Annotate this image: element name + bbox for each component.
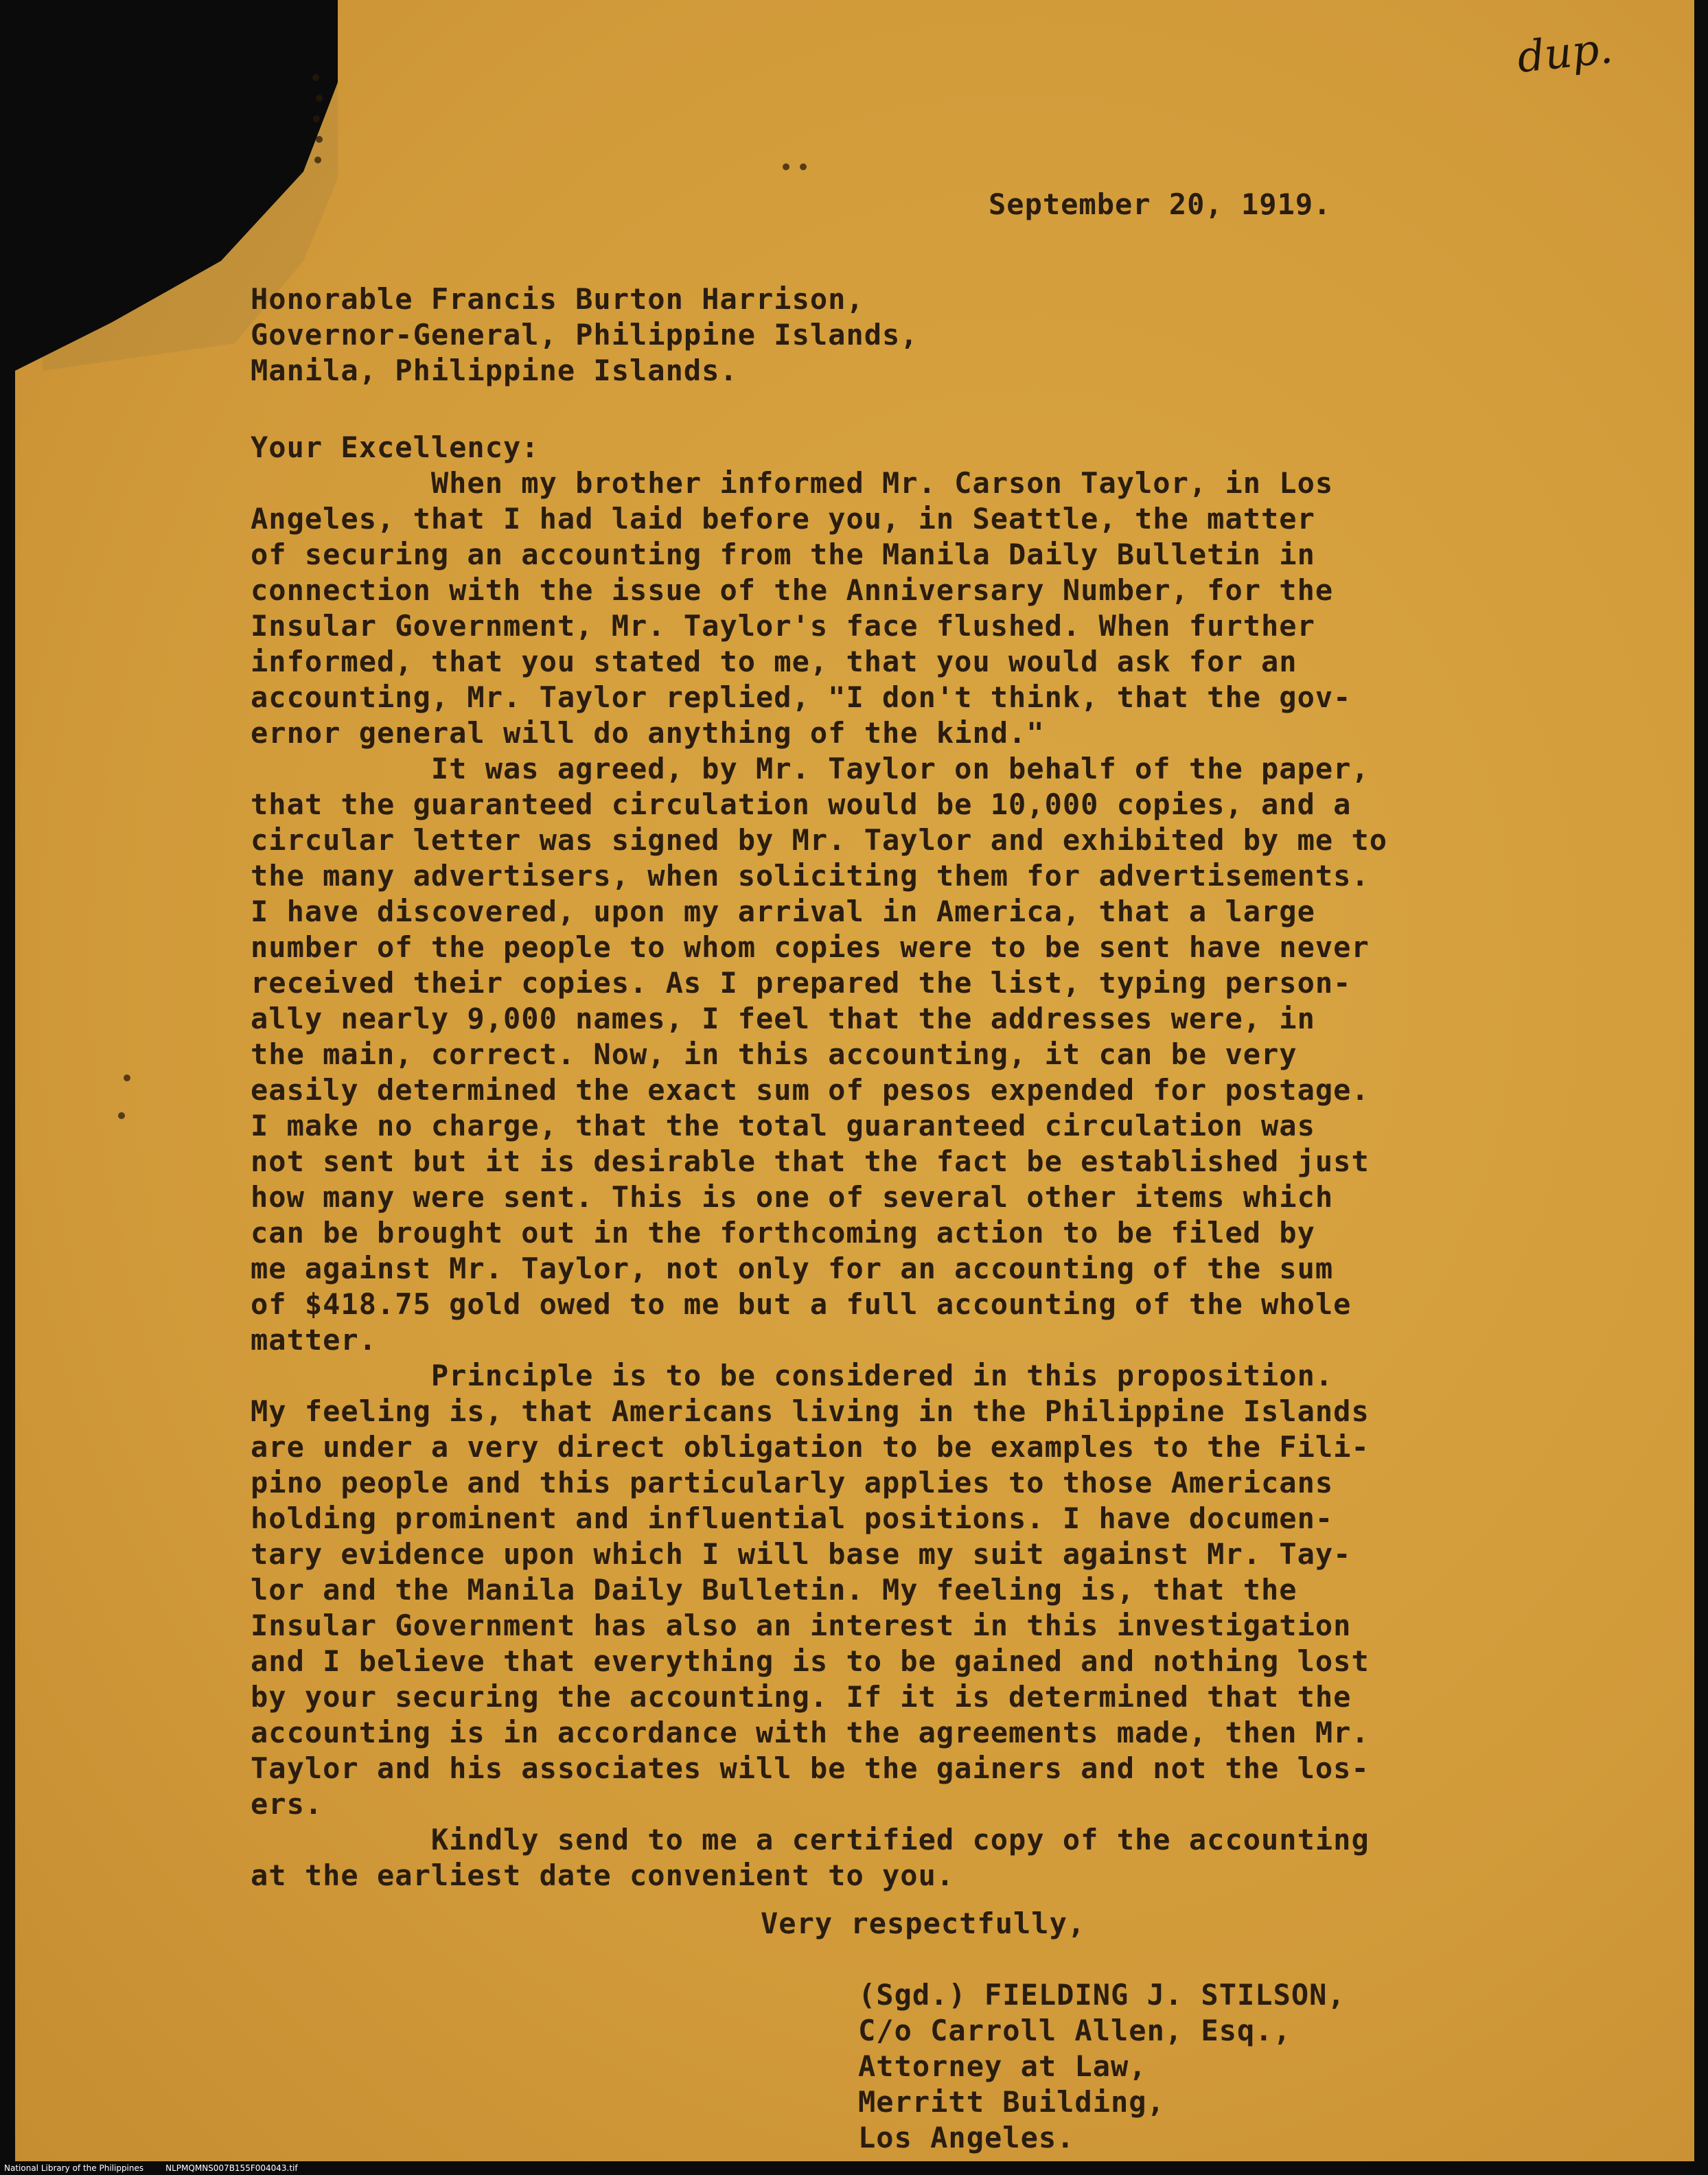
body-line: accounting, Mr. Taylor replied, "I don't think, that the gov- [251,680,1352,714]
body-line: Angeles, that I had laid before you, in Seattle, the matter [251,502,1315,536]
body-line: holding prominent and influential positions. I have documen- [251,1501,1334,1535]
body-line: Kindly send to me a certified copy of the accounting [251,1823,1370,1856]
punch-mark [800,163,807,170]
body-line: accounting is in accordance with the agreements made, then Mr. [251,1716,1370,1749]
body-line: how many were sent. This is one of several other items which [251,1180,1334,1214]
body-line: matter. [251,1323,378,1357]
body-line: by your securing the accounting. If it is determined that the [251,1680,1352,1714]
letter-body [251,465,1387,1894]
punch-mark [783,163,789,170]
body-line: informed, that you stated to me, that you would ask for an [251,645,1297,678]
handwritten-annotation: dup. [1514,22,1615,83]
scan-footer [0,2161,1708,2175]
recipient-line: Manila, Philippine Islands. [251,354,738,387]
body-line: I have discovered, upon my arrival in America, that a large [251,895,1315,928]
punch-mark [313,115,320,122]
body-line: of securing an accounting from the Manila Daily Bulletin in [251,538,1315,571]
body-line: tary evidence upon which I will base my suit against Mr. Tay- [251,1537,1352,1571]
body-line: me against Mr. Taylor, not only for an accounting of the sum [251,1252,1334,1285]
footer-institution: National Library of the Philippines [4,2163,144,2173]
body-line: Principle is to be considered in this proposition. [251,1359,1334,1392]
letter-date: September 20, 1919. [989,187,1332,221]
body-line: are under a very direct obligation to be examples to the Fili- [251,1430,1370,1464]
body-line: Insular Government, Mr. Taylor's face flushed. When further [251,609,1315,643]
recipient-line: Governor-General, Philippine Islands, [251,318,919,352]
body-line: Taylor and his associates will be the gainers and not the los- [251,1751,1370,1785]
body-line: lor and the Manila Daily Bulletin. My feeling is, that the [251,1573,1297,1607]
signature-line: Los Angeles. [858,2121,1075,2154]
body-line: that the guaranteed circulation would be 10,000 copies, and a [251,787,1352,821]
body-line: easily determined the exact sum of pesos expended for postage. [251,1073,1370,1107]
body-line: It was agreed, by Mr. Taylor on behalf of the paper, [251,752,1370,785]
signature-block [858,1977,1346,2156]
body-line: of $418.75 gold owed to me but a full accounting of the whole [251,1287,1352,1321]
signature-line: Merritt Building, [858,2085,1165,2119]
body-line: ers. [251,1787,323,1821]
body-line: can be brought out in the forthcoming action to be filed by [251,1216,1315,1250]
punch-mark [124,1074,130,1081]
body-line: and I believe that everything is to be gained and nothing lost [251,1644,1370,1678]
body-line: the many advertisers, when soliciting them for advertisements. [251,859,1370,893]
body-line: I make no charge, that the total guaranteed circulation was [251,1109,1315,1142]
body-line: ernor general will do anything of the kind." [251,716,1045,750]
signature-line: C/o Carroll Allen, Esq., [858,2014,1291,2047]
body-line: at the earliest date convenient to you. [251,1858,955,1892]
body-line: connection with the issue of the Anniversary Number, for the [251,573,1334,607]
punch-mark [316,95,323,102]
body-line: the main, correct. Now, in this accounting, it can be very [251,1037,1297,1071]
footer-file-id: NLPMQMNS007B155F004043.tif [165,2163,298,2173]
recipient-address [251,281,919,389]
body-line: ally nearly 9,000 names, I feel that the addresses were, in [251,1002,1315,1035]
body-line: not sent but it is desirable that the fact be established just [251,1144,1370,1178]
body-line: number of the people to whom copies were to be sent have never [251,930,1370,964]
punch-mark [314,157,321,163]
signature-line: Attorney at Law, [858,2049,1147,2083]
body-line: Insular Government has also an interest in this investigation [251,1609,1352,1642]
body-line: received their copies. As I prepared the list, typing person- [251,966,1352,1000]
body-line: pino people and this particularly applies to those Americans [251,1466,1334,1499]
salutation: Your Excellency: [251,430,540,464]
punch-mark [118,1112,125,1119]
body-line: circular letter was signed by Mr. Taylor and exhibited by me to [251,823,1388,857]
punch-mark [316,136,323,143]
recipient-line: Honorable Francis Burton Harrison, [251,282,864,316]
complimentary-close: Very respectfully, [761,1907,1086,1940]
punch-mark [312,74,319,81]
body-line: My feeling is, that Americans living in the Philippine Islands [251,1394,1370,1428]
signature-line: (Sgd.) FIELDING J. STILSON, [858,1978,1346,2012]
body-line: When my brother informed Mr. Carson Taylor, in Los [251,466,1334,500]
